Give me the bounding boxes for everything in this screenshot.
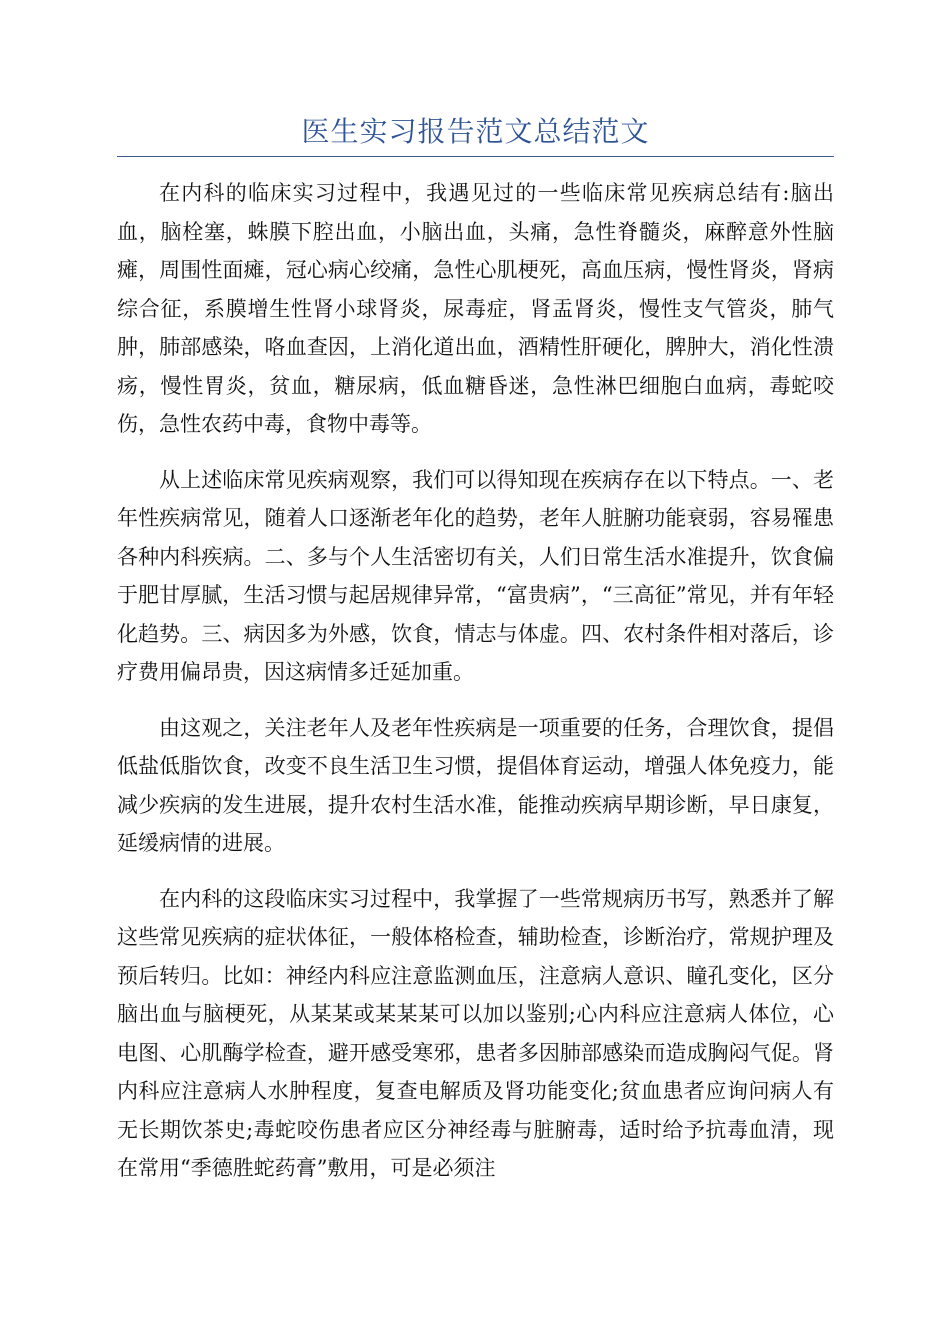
document-body	[117, 174, 834, 1205]
paragraph-clinical-skills: 在内科的这段临床实习过程中，我掌握了一些常规病历书写，熟悉并了解这些常见疾病的症状体征，一般体格检查，辅助检查，诊断治疗，常规护理及预后转归。比如：神经内科应注意监测血压，注意病人意识、瞳孔变化，区分脑出血与脑梗死，从某某或某某某可以加以鉴别;心内科应注意病人体位，心电图、心肌酶学检查，避开感受寒邪，患者多因肺部感染而造成胸闷气促。肾内科应注意病人水肿程度，复查电解质及肾功能变化;贫血患者应询问病人有无长期饮茶史;毒蛇咬伤患者应区分神经毒与脏腑毒，适时给予抗毒血清，现在常用“季德胜蛇药膏”敷用，可是必须注	[117, 886, 834, 1180]
paragraph-elderly-care: 由这观之，关注老年人及老年性疾病是一项重要的任务，合理饮食，提倡低盐低脂饮食，改变不良生活卫生习惯，提倡体育运动，增强人体免疫力，能减少疾病的发生进展，提升农村生活水准，能推动疾病早期诊断，早日康复，延缓病情的进展。	[117, 715, 834, 855]
title-block	[117, 112, 834, 157]
paragraph-common-diseases: 在内科的临床实习过程中，我遇见过的一些临床常见疾病总结有:脑出血，脑栓塞，蛛膜下腔出血，小脑出血，头痛，急性脊髓炎，麻醉意外性脑瘫，周围性面瘫，冠心病心绞痛，急性心肌梗死，高血压病，慢性肾炎，肾病综合征，系膜增生性肾小球肾炎，尿毒症，肾盂肾炎，慢性支气管炎，肺气肿，肺部感染，咯血查因，上消化道出血，酒精性肝硬化，脾肿大，消化性溃疡，慢性胃炎，贫血，糖尿病，低血糖昏迷，急性淋巴细胞白血病，毒蛇咬伤，急性农药中毒，食物中毒等。	[117, 181, 834, 436]
document-title: 医生实习报告范文总结范文	[301, 115, 650, 148]
paragraph-disease-characteristics: 从上述临床常见疾病观察，我们可以得知现在疾病存在以下特点。一、老年性疾病常见，随着人口逐渐老年化的趋势，老年人脏腑功能衰弱，容易罹患各种内科疾病。二、多与个人生活密切有关，人们日常生活水准提升，饮食偏于肥甘厚腻，生活习惯与起居规律异常，“富贵病”，“三高征”常见，并有年轻化趋势。三、病因多为外感，饮食，情志与体虚。四、农村条件相对落后，诊疗费用偏昂贵，因这病情多迁延加重。	[117, 467, 834, 684]
